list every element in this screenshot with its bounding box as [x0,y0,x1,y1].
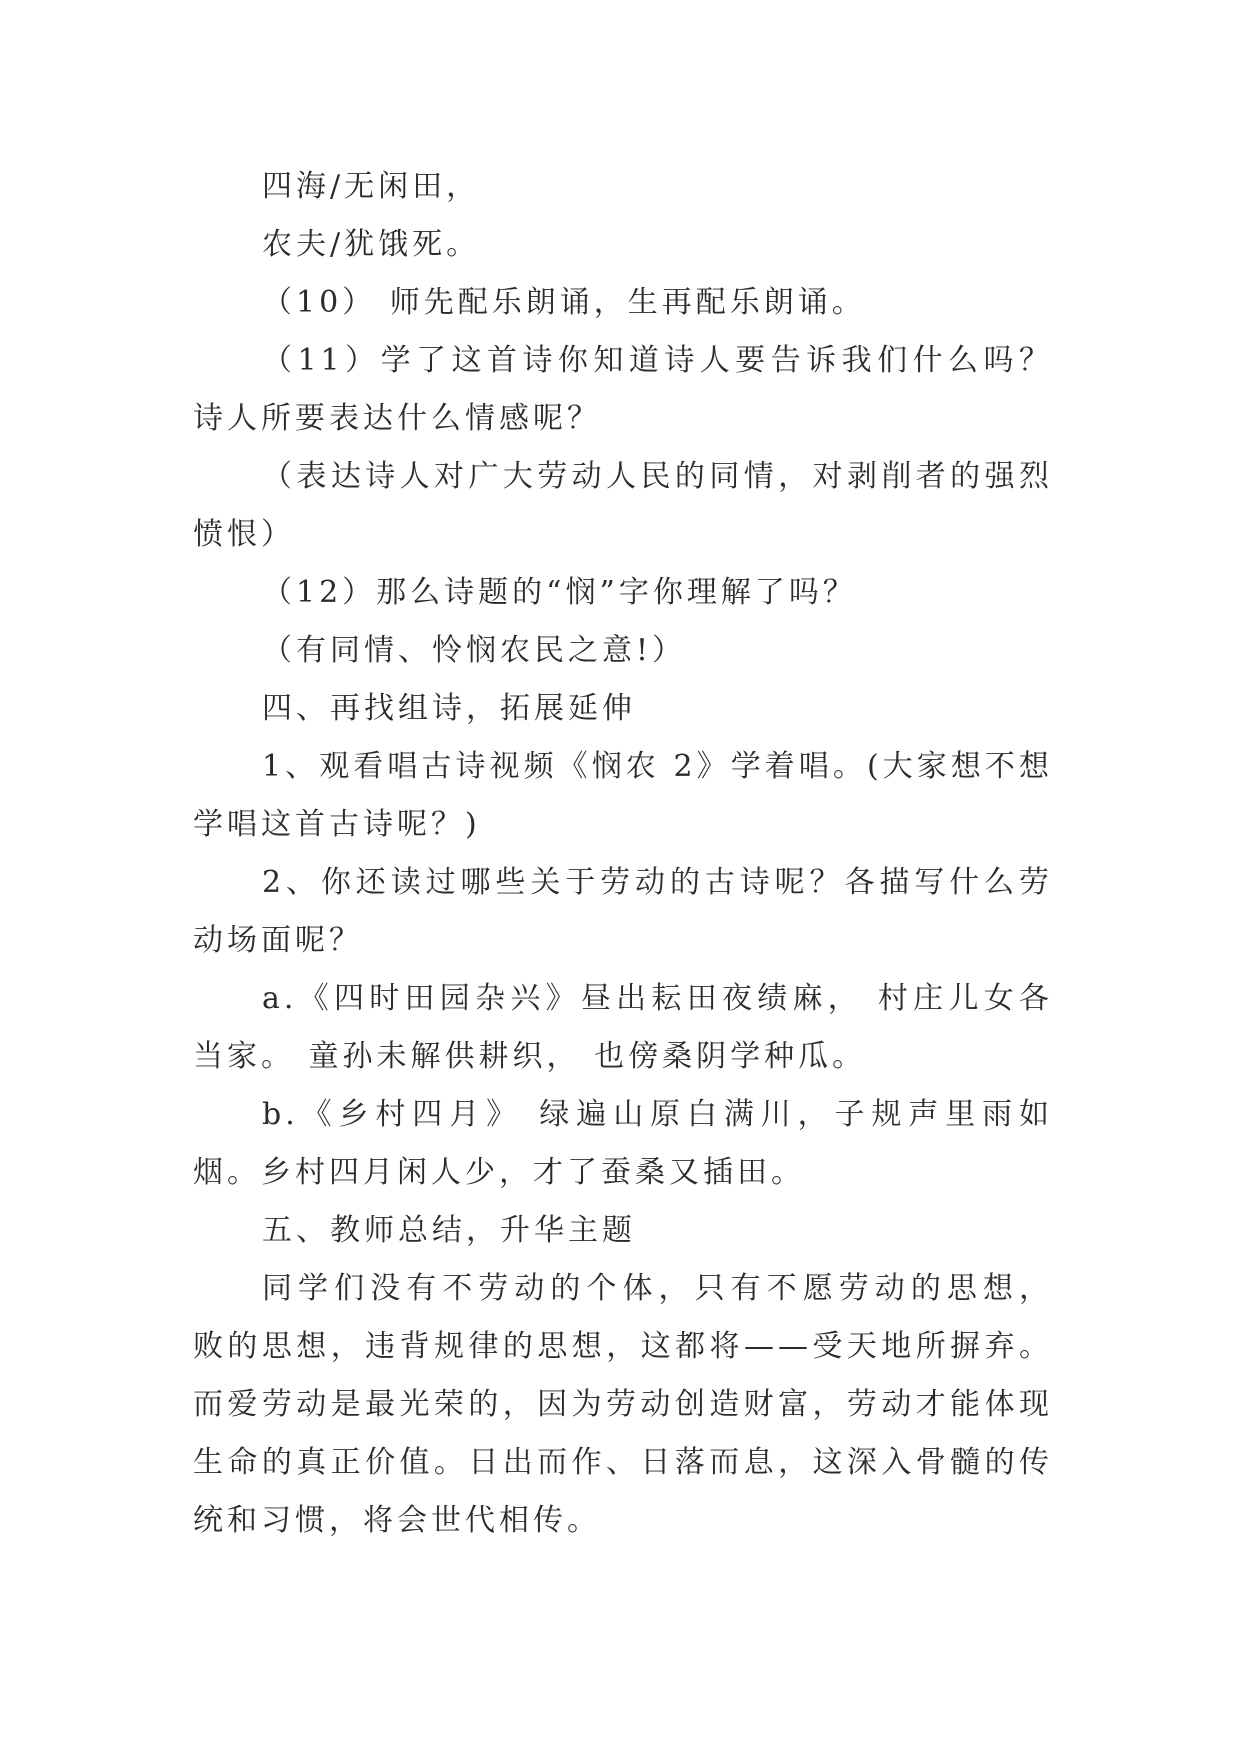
poem-line: 农夫/犹饿死。 [262,227,481,262]
poem-example: a.《四时田园杂兴》昼出耘田夜绩麻， 村庄儿女各当家。 童孙未解供耕织， 也傍桑阴学种瓜。 [193,981,1053,1074]
poem-example: b.《乡村四月》 绿遍山原白满川，子规声里雨如烟。乡村四月闲人少，才了蚕桑又插田。 [193,1097,1053,1190]
poem-line: 四海/无闲田， [262,169,481,204]
list-item: 2、你还读过哪些关于劳动的古诗呢？各描写什么劳动场面呢？ [193,865,1053,958]
step-paragraph: （12）那么诗题的“悯”字你理解了吗？ [262,575,857,610]
section-heading: 四、再找组诗，拓展延伸 [262,691,636,726]
step-paragraph: （10） 师先配乐朗诵，生再配乐朗诵。 [262,285,866,320]
list-item: 1、观看唱古诗视频《悯农 2》学着唱。(大家想不想学唱这首古诗呢？) [193,749,1053,842]
answer-paragraph: （表达诗人对广大劳动人民的同情，对剥削者的强烈愤恨） [193,459,1053,552]
answer-paragraph: （有同情、怜悯农民之意!） [262,633,687,668]
summary-paragraph: 同学们没有不劳动的个体，只有不愿劳动的思想， 败的思想，违背规律的思想，这都将——受天地所摒弃。而爱劳动是最光荣的，因为劳动创造财富，劳动才能体现生命的真正价值。日出而作、日落而息，这深入骨髓的传统和习惯，将会世代相传。 [193,1271,1053,1538]
document-body [193,158,1053,1550]
section-heading: 五、教师总结，升华主题 [262,1213,636,1248]
step-paragraph: （11）学了这首诗你知道诗人要告诉我们什么吗？诗人所要表达什么情感呢？ [193,343,1053,436]
